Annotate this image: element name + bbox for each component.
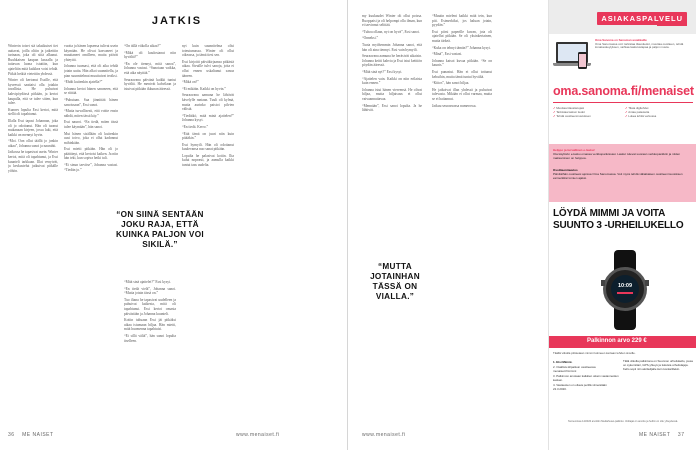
paragraph: Kotiin tultuaan Essi jäi pitkäksi aikaa istumaan hiljaa. Hän mietti, mitä huomenna tapahtuisi. bbox=[124, 318, 176, 332]
paragraph: “Tuhoa ollaan, nyt on hyvä”, Essi sanoi. bbox=[362, 29, 420, 34]
paragraph: “Että tämä on juuri niin kuin pitääkin.” bbox=[182, 131, 234, 141]
paragraph: “Ei mikään. Kaikki on hyvin.” bbox=[182, 86, 226, 91]
footer-url-right bbox=[362, 432, 406, 438]
paragraph: Essi mietti pitkään. Hän oli jo päättänyt, että kertoisi kaiken. Ja niin hän teki, kun sopiva hetki tuli. bbox=[64, 147, 118, 161]
laptop-icon bbox=[553, 42, 591, 72]
ad-step: 2. Osallistu kilpailuun osoitteessa menaiset.fi/mimmi bbox=[553, 365, 596, 373]
paragraph: “Ehdit kuitenkin ajatella?” bbox=[64, 80, 103, 85]
paragraph: Johanna katsoi kuvaa pitkään. “Se on kaunis.” bbox=[432, 58, 492, 68]
footer-right bbox=[639, 432, 684, 438]
prize-value-bar bbox=[549, 336, 696, 348]
paragraph: Winterin toiset stä takaikuiset tiet auttavat, joilla oltiin ja jatkettiin tarinaan, joka oli siitä alkanut. Ruuhkaisen kaupan kassalla ja tuttavan luona istuttiin, kun ajateltiin mitä kaikkea voisi tehdä. Pitkiä hetkiä vietettiin yhdessä. bbox=[8, 44, 58, 76]
ad-feature: ✓ Tilata digilehdet bbox=[625, 106, 693, 110]
paragraph: “Mitä sinä ajattelet?” Essi kysyi. bbox=[124, 280, 172, 284]
ad-info-elasku bbox=[553, 148, 693, 160]
ad-logo-bar bbox=[657, 24, 687, 26]
ad-feature-column bbox=[625, 106, 693, 118]
paragraph: Jatkossa he tapasivat usein. Winter kertoi, mitä oli tapahtunut, ja Essi kuunteli tarkkaan. Illat venyivät, ja keskustelut jatkuivat pitkälle yöhön. bbox=[8, 150, 58, 173]
pull-quote-text: “ON SIINÄ SENTÄÄN JOKU RAJA, ETTÄ KUINKA PALJON VOI SIKILÄ.” bbox=[116, 210, 204, 249]
paragraph: Winter oli kertonut Essille, että kyseessä saattaisi olla jotakin tavallista. He puhuivat kahvipöydässä pitkään, ja kertoi kaupalla, että se tulee sitten, kun tulee. bbox=[8, 78, 58, 106]
ad-info-heading: Helppo ja turvallinen e-lasku! bbox=[553, 148, 595, 152]
ad-feature: ✓ Tehdä osoitteenmuutoksen bbox=[553, 114, 621, 118]
paragraph: “En tiedä. Kerro.” bbox=[182, 124, 209, 129]
footer-url-left bbox=[236, 432, 280, 438]
ad-step: 1. Etsi Mimmi. bbox=[553, 360, 573, 364]
paragraph: Mut hänen sisällään oli kuitenkin uusi toivo, joka ei ollut kadonnut mihinkään. bbox=[64, 131, 118, 145]
article-column-6 bbox=[432, 14, 492, 424]
magazine-name: ME NAISET bbox=[639, 432, 671, 438]
paragraph: my kuukaudet Winter oli ollut poissa. Ruoppaisi ja oli helpompi olla ilman, kun ei tarvinnut selittää. bbox=[362, 14, 422, 28]
ad-feature: ✓ Antaa palautetta bbox=[625, 110, 693, 114]
article-column-3b bbox=[124, 280, 176, 424]
paragraph: Essi piirsi paperille kuvan, jota oli ajatellut pitkään. Se oli yksinkertainen, mutta tärkeä. bbox=[432, 29, 492, 43]
paragraph: “Moi. Oon ollut täällä jo jonkin aikaa”, Johanna sanoi ja naurahti. bbox=[8, 139, 58, 148]
watch-time: 10:09 bbox=[617, 283, 633, 289]
ad-feature: ✓ Tarkistaa laskun tiedot bbox=[553, 110, 621, 114]
ad-info-text: Ota käyttöön e-lasku omassa verkkopankissasi. Laskut tulevat suoraan verkkopankkiin ja niiden maksaminen on helppoa. bbox=[553, 152, 681, 160]
paragraph: Essi kirjoitti päiväkirjaansa pitkästä aikaa. Sivuille tulvi sanoja, joita ei ollut ennen uskaltanut sanoa ääneen. bbox=[182, 59, 234, 78]
paragraph: Jatkuu seuraavassa numerossa. bbox=[432, 103, 477, 108]
paragraph: “Onneksi.” bbox=[362, 36, 379, 41]
magazine-name: ME NAISET bbox=[22, 432, 54, 438]
paragraph: Johanna kertoi hänen sanoneen, että se riittää. bbox=[64, 86, 118, 96]
article-column-4 bbox=[182, 44, 234, 424]
ad-feature: ✓ Muuttaa tilaustietojasi bbox=[553, 106, 621, 110]
paragraph: “Mikä oli kuulostanut niin hyvältä?” bbox=[124, 50, 176, 60]
pull-quote-right bbox=[364, 262, 426, 302]
paragraph: Tuo iltana he tapasivat uudelleen ja puhuivat kaikesta, mitä oli tapahtunut. Essi kertoi omasta päivästään ja Johanna kuunteli. bbox=[124, 297, 176, 316]
paragraph: Lopulta he palasivat kotiin. Ilta kului nopeasti, ja aamulla kaikki tuntui taas uudelta. bbox=[182, 153, 234, 168]
ad-url-link[interactable]: oma.sanoma.fi/menaiset bbox=[553, 84, 694, 98]
paragraph: “On tällä viikolla aikaa?” bbox=[124, 44, 161, 48]
paragraph: Essi hymyili. Hän oli odottanut kuulevansa nuo sanat pitkään. bbox=[182, 142, 234, 152]
paragraph: “En ole tiennyt, mitä sanoa”, Johanna vastasi. “Sanotaan vaikka, että aika näyttää.” bbox=[124, 61, 176, 75]
footer-left bbox=[8, 432, 54, 438]
ad-steps bbox=[553, 360, 619, 392]
article-column-3 bbox=[124, 44, 176, 204]
paragraph: “Muutin mieleni kaikki mitä tein, kun piti. Esimerkiksi, jos haluan jotain, pyydän.” bbox=[432, 14, 492, 28]
ad-feature-column bbox=[553, 106, 621, 118]
ad-contest-title: LÖYDÄ MIMMI JA VOITA SUUNTO 3 -URHEILUKELLO bbox=[553, 208, 684, 231]
ad-feature: ✓ Lukea lehtiä verkossa bbox=[625, 114, 693, 118]
paragraph: nyt kuin suunnitelma olisi toteutumassa. Winter oli ollut oikeassa, ja tämä tiesi sen. bbox=[182, 44, 234, 58]
paragraph: “Tiedätkö, mitä minä ajattelen?” Johanna kysyi. bbox=[182, 113, 234, 123]
paragraph: “En tiedä vielä”, Johanna sanoi. “Mutta jotain tässä on.” bbox=[124, 286, 176, 296]
ad-header-title: ASIAKASPALVELU bbox=[597, 12, 687, 25]
paragraph: Essi nauroi. “En tiedä, miten tässä tulee käymään”, hän sanoi. bbox=[64, 120, 118, 129]
ad-intro-text: Oma Sanomassa voit: tarkistaa tilaustiedot, muuttaa osoitteen, tehdä lomakeskeytyksen, vaihtaa laskutustapaa ja paljon muuta. bbox=[595, 41, 684, 50]
paragraph: “Kuka on tehnyt tämän?” Johanna kysyi. bbox=[432, 45, 491, 50]
paragraph: Seuraavana päivänä kaikki tuntui hyvältä. He menivät kahvilaan ja istuivat pitkään ikkunan ääressä. bbox=[124, 77, 176, 91]
prize-value: Palkinnon arvo 229 € bbox=[587, 338, 647, 344]
paragraph: “Ei sillä väliä”, hän sanoi lopulta itselleen. bbox=[124, 333, 176, 343]
magazine-url: www.menaiset.fi bbox=[362, 432, 406, 438]
article-column-1 bbox=[8, 44, 58, 424]
paragraph: “Mennään”, Essi sanoi lopulta. Ja he lähtivät. bbox=[362, 103, 422, 113]
paragraph: Tuota myöhemmin Johanna sanoi, että hän oli aina tiennyt. Essi vain hymyili. bbox=[362, 42, 422, 52]
magazine-url: www.menaiset.fi bbox=[236, 432, 280, 438]
ad-instructions bbox=[553, 360, 693, 424]
paragraph: He jatkoivat illan yhdessä ja puhuivat tulevasta. Mikään ei ollut varmaa, mutta se ei haitannut. bbox=[432, 87, 492, 101]
article-column-5 bbox=[362, 14, 422, 424]
paragraph: Seuraavana aamuna he lähtivät kävelylle rantaan. Tuuli oli kylmä, mutta aurinko paistoi pilvien välistä. bbox=[182, 93, 234, 112]
paragraph: “Ei sinun tarvitse”, Johanna vastasi. “Tiedän jo.” bbox=[64, 163, 118, 172]
ad-intro-heading: Oma Sanoma on Sanoman asiakkaille bbox=[595, 38, 647, 42]
ad-feature-list bbox=[553, 106, 693, 136]
ad-description: Tällä viikolla palkintona on Suunnon urheilukello, jossa on sykemittari, GPS-yhteys ja lukuisia urheilulajeja. Kello sopii niin aloittelijalle kuin konkarillekin. bbox=[623, 359, 693, 371]
paragraph: Kunnes lopulta Essi kertoi, mitä siellä oli tapahtunut. bbox=[8, 107, 58, 117]
paragraph: Johanna tuumasi, että oli aika tehdä jotain uutta. Hän alkoi suunnitella, ja pian suunnitelmat muuttuivat teoiksi. bbox=[64, 64, 118, 78]
ad-info-heading: Osoitteenmuutos bbox=[553, 168, 578, 172]
ad-step: 4. Vastausten on oltava perillä viimeistään 22.3.2020. bbox=[553, 383, 607, 391]
ad-fineprint: Numeroissa 14/2020 arvottiin Mediahuset-palkinto. Voittajat on arvottu ja heihin on oltu yhteydessä. bbox=[568, 420, 678, 423]
divider bbox=[553, 102, 693, 103]
section-label: JATKIS bbox=[151, 15, 203, 27]
ad-header bbox=[549, 0, 696, 34]
paragraph: “Ajattelen vain. Kaikki on niin erilaista kuin ennen.” bbox=[362, 76, 422, 86]
paragraph: Seuraavana aamuna he heräsivät aikaisin. Johanna keitti kahvia ja Essi istui keittiön pöydän ääressä. bbox=[362, 54, 422, 68]
paragraph: Johanna istui hänen viereensä. He olivat hiljaa, mutta hiljaisuus ei ollut vaivaannuttavaa. bbox=[362, 87, 422, 101]
paragraph: “Mutta turvallisesti, että voitte ensin nähdä, miten tässä käy.” bbox=[64, 109, 118, 118]
ad-intro bbox=[595, 39, 693, 50]
paragraph: Illalla Essi tapasi Johannan, joka oli jo odottanut. Hän oli tuonut mukanaan kirjeen, jossa luki, että kaikki on mennyt hyvin. bbox=[8, 118, 58, 137]
page-number: 37 bbox=[677, 432, 685, 438]
pull-quote-text: “MUTTA JOTAINHAN TÄSSÄ ON VIALLA.” bbox=[370, 262, 420, 301]
ad-top-block bbox=[549, 38, 696, 80]
smartwatch-image bbox=[599, 250, 651, 330]
ad-info-box bbox=[549, 144, 696, 202]
ad-terms: Täällä viikolla piilotetaan mimmi kolmeen kertaan lehden sivuille. bbox=[553, 351, 636, 355]
paragraph: “Mikä on?” bbox=[182, 80, 199, 85]
ad-info-address bbox=[553, 168, 693, 180]
paragraph: vuotta ja hänen lapsensa tulivat usein käymään. He olivat kasvaneet ja muuttaneet omilleen, mutta pitivät yhteyttä. bbox=[64, 44, 118, 62]
paragraph: “Mitä sinä nyt?” Essi kysyi. bbox=[362, 69, 403, 74]
paragraph: “Kiitos”, hän sanoi hiljaa. bbox=[432, 81, 470, 86]
ad-info-text: Päivitäthän osoitteesi ajoissa Oma Sanomassa. Voit myös tehdä väliaikaisen osoitteenmuutoksen esimerkiksi lomien ajaksi. bbox=[553, 172, 683, 180]
paragraph: Essi punastui. Hän ei ollut tottunut kehuihin, mutta tämä tuntui hyvältä. bbox=[432, 69, 492, 79]
paragraph: “Minä”, Essi vastasi. bbox=[432, 52, 463, 57]
page-number: 36 bbox=[8, 432, 15, 438]
advertisement bbox=[548, 0, 696, 450]
paragraph: “Puhutaan. Sua jännittää hänen sanoissaan”, Essi sanoi. bbox=[64, 97, 118, 107]
article-column-2 bbox=[64, 44, 118, 424]
ad-step: 3. Palkinnon arvotaan kaikkien oikein vastanneiden kesken. bbox=[553, 374, 619, 382]
